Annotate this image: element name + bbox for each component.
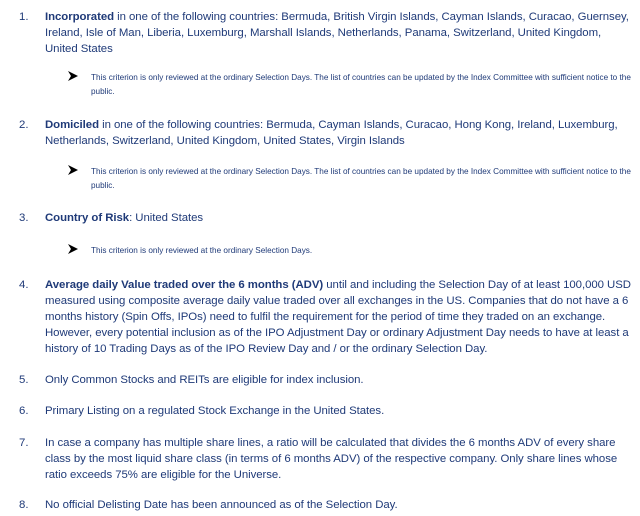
criterion-body: until and including the Selection Day of at least 100,000 USD measured using composite average daily value traded over all exchanges in the US. Companies that do not have a 6 months history (Spin Offs, IPOs) need to fulfil the requirement for the period of time they traded on an exchange. However, every potential inclusion as of the IPO Adjustment Day or ordinary Adjustment Day needs to have at least a history of 10 Trading Days as of the IPO Review Day and / or the ordinary Selection Day. [45,279,631,355]
criterion-text [45,117,635,149]
criterion-text [45,277,635,357]
criterion-number: 2. [19,119,29,131]
criterion-body: in one of the following countries: Bermuda, British Virgin Islands, Cayman Islands, Curacao, Guernsey, Ireland, Isle of Man, Liberia, Luxemburg, Marshall Islands, Netherlands, Panama, Switzerland, United Kingdom, United States [45,11,629,55]
criterion-keyword: Country of Risk [45,212,130,224]
criterion-keyword: Incorporated [45,11,115,23]
criterion-number: 7. [19,437,29,449]
note-text: This criterion is only reviewed at the ordinary Selection Days. The list of countries can be updated by the Index Committee with sufficient notice to the public. [91,73,631,96]
note-text: This criterion is only reviewed at the ordinary Selection Days. The list of countries can be updated by the Index Committee with sufficient notice to the public. [91,167,631,190]
criterion-number: 3. [19,212,29,224]
criterion-text [45,9,635,57]
criterion-keyword: Average daily Value traded over the 6 months (ADV) [45,279,324,291]
criterion-text: In case a company has multiple share lines, a ratio will be calculated that divides the 6 months ADV of every share class by the most liquid share class (in terms of 6 months ADV) of the respective company. Only share lines whose ratio exceeds 75% are eligible for the Universe. [45,437,618,481]
criterion-text: Only Common Stocks and REITs are eligible for index inclusion. [45,374,364,386]
criterion-number: 5. [19,374,29,386]
criterion-number: 6. [19,405,29,417]
criterion-body: in one of the following countries: Bermuda, Cayman Islands, Curacao, Hong Kong, Ireland, Luxemburg, Netherlands, Switzerland, United Kingdom, United States, Virgin Islands [45,119,618,147]
criterion-number: 1. [19,11,29,23]
note-text: This criterion is only reviewed at the ordinary Selection Days. [91,246,313,255]
criterion-number: 4. [19,279,29,291]
criterion-body: : United States [129,212,204,224]
criterion-keyword: Domiciled [45,119,99,131]
criterion-text: Primary Listing on a regulated Stock Exchange in the United States. [45,405,385,417]
criterion-text [45,210,635,226]
criterion-number: 8. [19,499,29,511]
criterion-text: No official Delisting Date has been announced as of the Selection Day. [45,499,398,511]
